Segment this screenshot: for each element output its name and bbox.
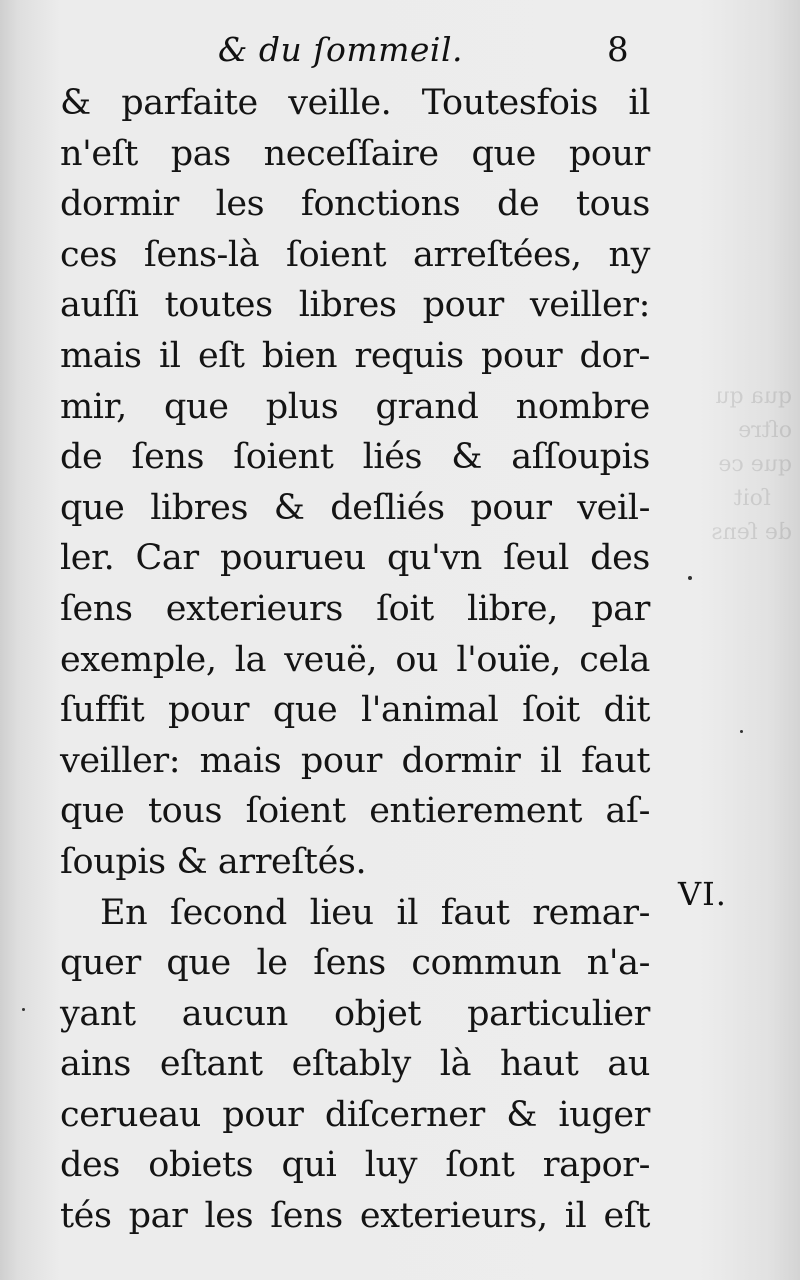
text-line: cerueau pour diſcerner & iuger: [60, 1094, 650, 1135]
text-line: & parfaite veille. Toutesfois il: [60, 83, 650, 123]
ink-speck: [688, 576, 692, 580]
text-line: ains eſtant eſtably là haut au: [60, 1044, 650, 1085]
text-line: ler. Car pourueu qu'vn ſeul des: [60, 538, 650, 579]
paragraph-start-line: En ſecond lieu il faut remar-: [100, 892, 650, 933]
page-number: 8: [607, 30, 629, 70]
text-line: veiller: mais pour dormir il faut: [60, 740, 650, 781]
text-line: quer que le ſens commun n'a-: [60, 943, 650, 984]
text-line: des obiets qui luy ſont rapor-: [60, 1145, 650, 1186]
text-line: dormir les fonctions de tous: [60, 184, 650, 225]
show-through-text: qua qu oſtre que ce ſoit de ſens: [711, 384, 792, 545]
text-line: auſſi toutes libres pour veiller:: [60, 285, 650, 326]
paragraph-end-line: ſoupis & arreſtés.: [60, 841, 367, 882]
ink-speck: [740, 730, 743, 733]
text-line: n'eſt pas neceſſaire que pour: [60, 133, 650, 174]
ink-speck: [22, 1008, 25, 1011]
text-line: ſuffit pour que l'animal ſoit dit: [60, 690, 650, 731]
text-line: ſens exterieurs ſoit libre, par: [60, 588, 650, 629]
text-line: que tous ſoient entierement aſ-: [60, 791, 650, 832]
text-line: mir, que plus grand nombre: [60, 386, 650, 427]
text-line: de ſens ſoient liés & aſſoupis: [60, 437, 650, 478]
text-line: ces ſens-là ſoient arreſtées, ny: [60, 234, 650, 275]
section-marginal-number: VI.: [678, 875, 727, 913]
text-line: que libres & deſliés pour veil-: [60, 487, 650, 528]
text-line: mais il eſt bien requis pour dor-: [60, 335, 650, 376]
text-line: exemple, la veuë, ou l'ouïe, cela: [60, 639, 650, 680]
text-line: tés par les ſens exterieurs, il eſt: [60, 1196, 650, 1237]
main-text-block: [60, 78, 650, 1242]
running-title: & du ſommeil.: [218, 30, 464, 69]
text-line: yant aucun objet particulier: [60, 993, 650, 1034]
